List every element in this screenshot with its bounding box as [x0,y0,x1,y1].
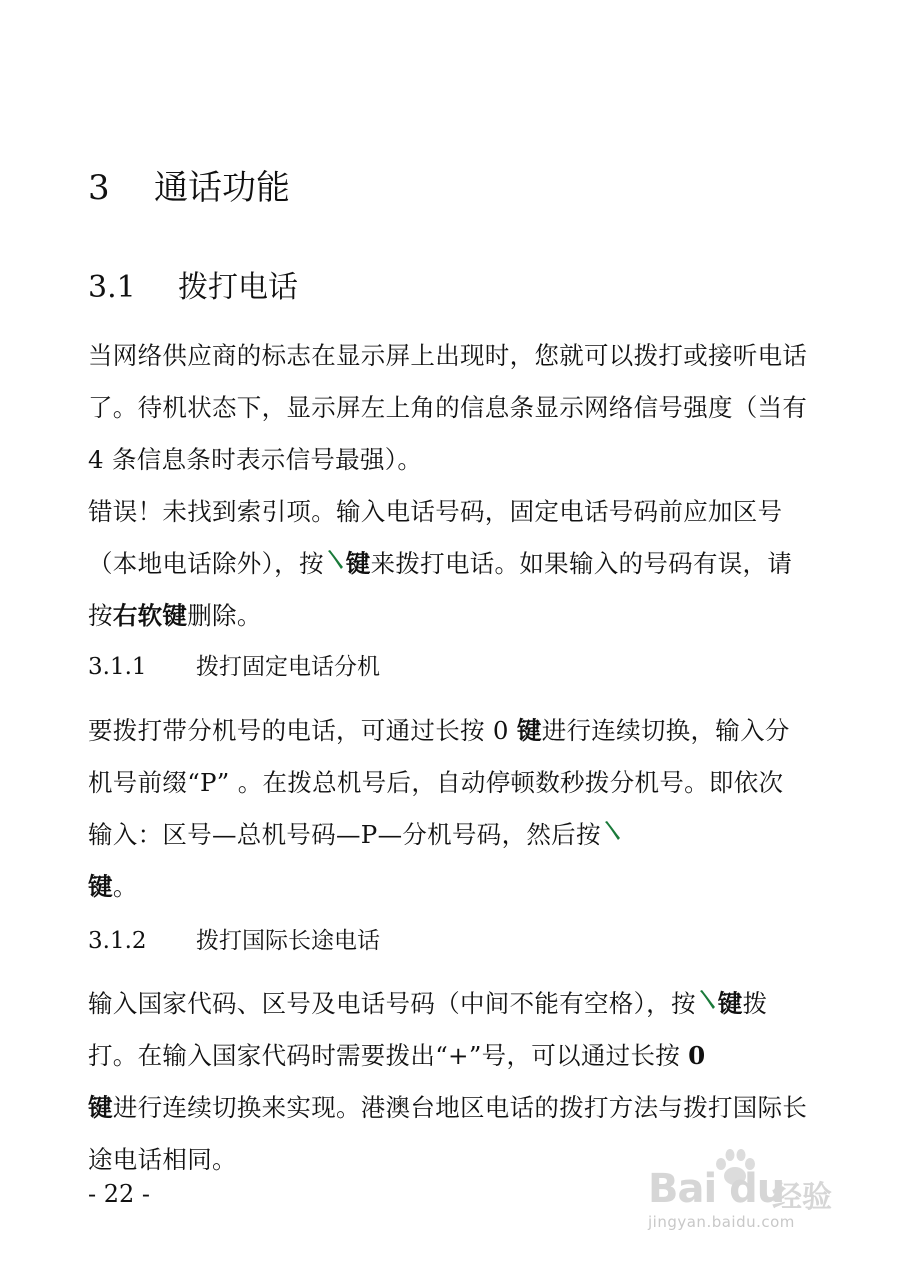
call-key-icon [696,988,718,1014]
right-softkey-label: 右软键 [112,601,188,630]
subsection-heading-intl [88,922,380,955]
subsection-number: 3.1.1 [88,654,147,680]
key-label: 键 [717,989,743,1018]
watermark-url: jingyan.baidu.com [648,1213,795,1231]
watermark-brand: Bai du [648,1166,785,1212]
dial-paragraph [88,486,808,642]
intro-paragraph [88,330,808,486]
watermark-cn: 经验 [772,1180,832,1215]
international-paragraph [88,978,808,1186]
subsection-number: 3.1.2 [88,928,147,954]
call-key-icon [324,548,346,574]
dial-text-3: 删除。 [187,601,262,630]
ext-text-3: 。 [112,872,138,901]
intl-text-2: 拨打。在输入国家代码时需要拨出“+”号，可以通过长按 [88,989,768,1070]
subsection-title: 拨打固定电话分机 [196,654,380,680]
ext-text-1: 要拨打带分机号的电话，可通过长按 0 [88,716,517,745]
section-number: 3.1 [88,270,136,305]
intl-text-1: 输入国家代码、区号及电话号码（中间不能有空格），按 [88,989,696,1018]
intl-text-3: 进行连续切换来实现。港澳台地区电话的拨打方法与拨打国际长途电话相同。 [88,1093,808,1174]
key-label: 键 [345,549,371,578]
key-label: 键 [516,716,542,745]
zero-key-label: 0 [688,1041,706,1070]
chapter-title: 通话功能 [154,168,290,208]
intro-text: 当网络供应商的标志在显示屏上出现时，您就可以拨打或接听电话了。待机状态下，显示屏左上角的信息条显示网络信号强度（当有 4 条信息条时表示信号最强）。 [88,341,808,474]
section-heading [88,262,298,306]
page-number: - 22 - [88,1180,151,1208]
ext-text-2: 进行连续切换，输入分机号前缀“P” 。在拨总机号后，自动停顿数秒拨分机号。即依次输入：区号—总机号码—P—分机号码，然后按 [88,716,790,849]
key-label: 键 [88,872,113,901]
key-label: 键 [88,1093,113,1122]
chapter-number: 3 [88,168,110,208]
call-key-icon [601,819,623,845]
section-title: 拨打电话 [178,270,298,305]
chapter-heading [88,160,290,209]
subsection-heading-ext [88,648,380,681]
dial-text-1: 错误！未找到索引项。输入电话号码，固定电话号码前应加区号（本地电话除外），按 [88,497,783,578]
subsection-title: 拨打国际长途电话 [196,928,380,954]
dial-text-2: 来拨打电话。如果输入的号码有误，请按 [88,549,793,630]
extension-paragraph [88,705,808,913]
